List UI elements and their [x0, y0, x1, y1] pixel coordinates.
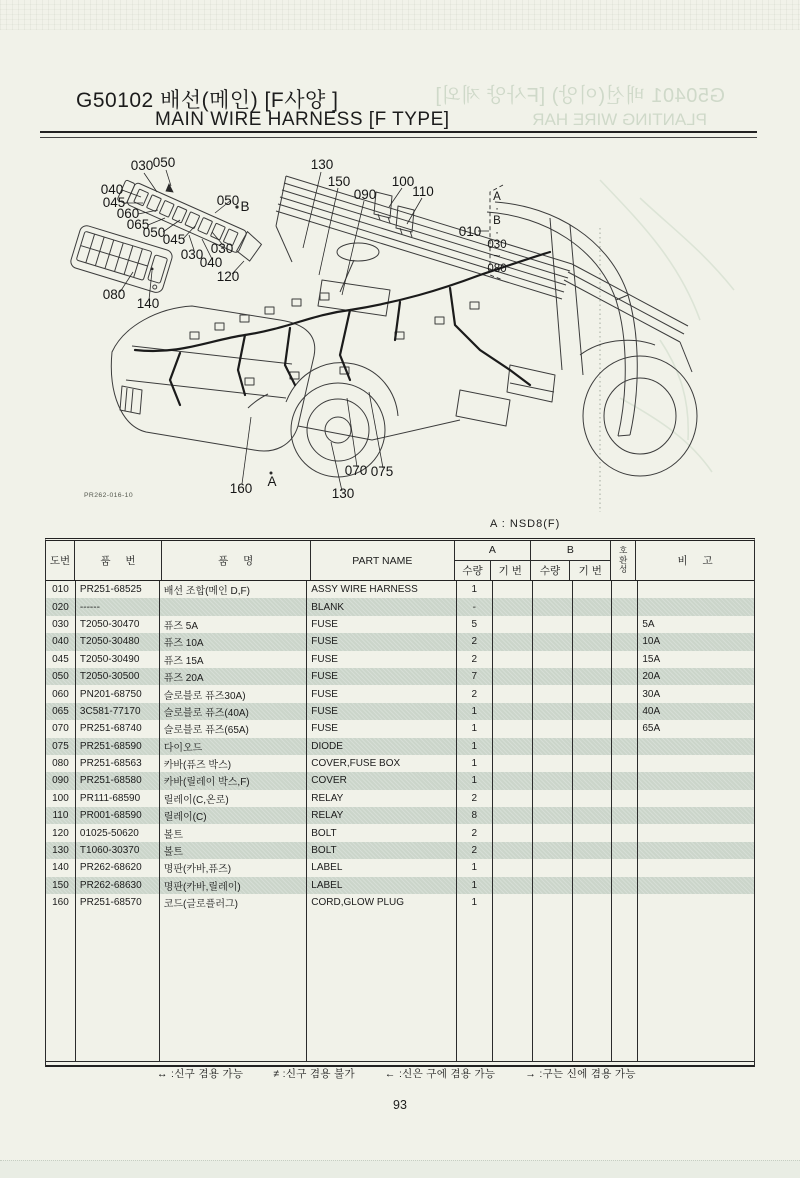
cell-qty-a: 1 — [457, 894, 493, 911]
cell-code-b — [573, 668, 613, 685]
diagram-callout: 070 — [344, 463, 368, 478]
cell-compat — [612, 807, 638, 824]
header-ab-group — [455, 541, 611, 580]
cell-name-kr: 명판(카바,퓨즈) — [160, 859, 308, 876]
exploded-parts-diagram — [40, 140, 760, 515]
cell-fig-no: 110 — [46, 807, 76, 824]
diagram-callout: 160 — [229, 481, 253, 496]
header-part-no: 품 번 — [81, 541, 162, 580]
cell-code-b — [573, 859, 613, 876]
cell-code-b — [573, 894, 613, 911]
cell-part-name: LABEL — [307, 877, 457, 894]
table-row — [46, 720, 754, 737]
cell-code-a — [493, 755, 533, 772]
cell-qty-b — [533, 720, 573, 737]
table-empty-area — [46, 911, 754, 1062]
cell-code-a — [493, 790, 533, 807]
cell-part-no: PR251-68580 — [76, 772, 160, 789]
cell-name-kr: 코드(글로플러그) — [160, 894, 308, 911]
cell-compat — [612, 633, 638, 650]
cell-qty-a: 2 — [457, 824, 493, 841]
cell-part-no: T2050-30500 — [76, 668, 160, 685]
cell-code-b — [573, 877, 613, 894]
cell-remark — [638, 894, 754, 911]
cell-qty-b — [533, 668, 573, 685]
cell-compat — [612, 720, 638, 737]
cell-code-b — [573, 703, 613, 720]
cell-remark — [638, 842, 754, 859]
cell-name-kr: 퓨즈 10A — [160, 633, 308, 650]
diagram-callout: 040 — [199, 255, 223, 270]
cell-code-a — [493, 651, 533, 668]
cell-part-name: RELAY — [307, 807, 457, 824]
cell-name-kr: 볼트 — [160, 842, 308, 859]
diagram-callout: 065 — [126, 217, 150, 232]
cell-qty-b — [533, 824, 573, 841]
diagram-callout: 130 — [310, 157, 334, 172]
header-group-a: A — [455, 541, 531, 560]
cell-code-a — [493, 633, 533, 650]
cell-remark — [638, 790, 754, 807]
scan-edge-band — [0, 1160, 800, 1178]
cell-qty-b — [533, 894, 573, 911]
cell-name-kr: 볼트 — [160, 824, 308, 841]
cell-qty-a: - — [457, 598, 493, 615]
header-qty-b: 수량 — [531, 561, 571, 580]
header-name-kr: 품 명 — [168, 541, 311, 580]
ref-bracket-item: B — [493, 215, 501, 227]
cell-fig-no: 160 — [46, 894, 76, 911]
cell-remark — [638, 824, 754, 841]
legend-item: → :구는 신에 겸용 가능 — [525, 1068, 636, 1080]
cell-code-b — [573, 772, 613, 789]
cell-remark: 15A — [642, 653, 661, 665]
table-row — [46, 633, 754, 650]
page-title-english: MAIN WIRE HARNESS [F TYPE] — [155, 109, 450, 130]
cell-fig-no: 130 — [46, 842, 76, 859]
cell-qty-b — [533, 738, 573, 755]
cell-part-name: COVER — [307, 772, 457, 789]
cell-compat — [612, 685, 638, 702]
cell-remark — [638, 877, 754, 894]
table-row — [46, 859, 754, 876]
cell-part-name: FUSE — [307, 703, 457, 720]
cell-name-kr: 슬로블로 퓨즈30A) — [160, 685, 308, 702]
cell-code-a — [493, 772, 533, 789]
cell-code-a — [493, 685, 533, 702]
scan-noise-band — [0, 0, 800, 30]
cell-part-name: FUSE — [307, 616, 457, 633]
cell-fig-no: 075 — [46, 738, 76, 755]
cell-qty-a: 7 — [457, 668, 493, 685]
cell-fig-no: 090 — [46, 772, 76, 789]
cell-code-b — [573, 633, 613, 650]
cell-name-kr: 퓨즈 20A — [160, 668, 308, 685]
cell-remark — [638, 859, 754, 876]
diagram-callout: 100 — [391, 174, 415, 189]
cell-code-b — [573, 720, 613, 737]
cell-remark — [638, 738, 754, 755]
legend-item: ← :신은 구에 겸용 가능 — [384, 1068, 496, 1080]
parts-table — [45, 538, 755, 1067]
cell-part-no: T1060-30370 — [76, 842, 160, 859]
cell-part-name: FUSE — [307, 685, 457, 702]
cell-compat — [612, 755, 638, 772]
cell-compat — [612, 772, 638, 789]
cell-qty-a: 8 — [457, 807, 493, 824]
cell-qty-b — [533, 581, 573, 598]
callout-leader-lines — [120, 170, 489, 491]
cell-part-name: BOLT — [307, 824, 457, 841]
cell-part-no: PR251-68570 — [76, 894, 160, 911]
cell-fig-no: 010 — [46, 581, 76, 598]
diagram-callout: 080 — [102, 287, 126, 302]
cell-code-a — [493, 842, 533, 859]
header-remark: 비 고 — [677, 555, 719, 567]
cell-name-kr — [160, 598, 308, 615]
cell-qty-b — [533, 877, 573, 894]
cell-remark: 5A — [642, 618, 655, 630]
cell-fig-no: 070 — [46, 720, 76, 737]
cell-part-name: LABEL — [307, 859, 457, 876]
diagram-callout: B — [240, 199, 250, 214]
cell-qty-b — [533, 755, 573, 772]
cell-code-b — [573, 685, 613, 702]
page-title-korean: G50102 배선(메인) [F사양 ] — [76, 89, 339, 112]
legend-item: ≠ :신구 겸용 불가 — [273, 1068, 355, 1080]
ref-bracket-item: 030 — [487, 239, 507, 251]
cell-part-name: FUSE — [307, 651, 457, 668]
cell-code-b — [573, 842, 613, 859]
cell-code-b — [573, 651, 613, 668]
diagram-callout: 090 — [353, 187, 377, 202]
page-number: 93 — [393, 1098, 407, 1112]
table-row — [46, 738, 754, 755]
cell-compat — [612, 616, 638, 633]
cell-qty-b — [533, 685, 573, 702]
table-header — [46, 541, 754, 581]
cell-compat — [612, 842, 638, 859]
cell-compat — [612, 859, 638, 876]
diagram-canvas — [40, 140, 760, 515]
cell-qty-b — [533, 790, 573, 807]
cell-name-kr: 카바(퓨즈 박스) — [160, 755, 308, 772]
cell-code-a — [493, 807, 533, 824]
cell-name-kr: 릴레이(C,온로) — [160, 790, 308, 807]
cell-qty-a: 1 — [457, 703, 493, 720]
cell-part-name: CORD,GLOW PLUG — [307, 894, 457, 911]
table-row — [46, 651, 754, 668]
cell-fig-no: 080 — [46, 755, 76, 772]
cell-part-no: T2050-30490 — [76, 651, 160, 668]
cell-remark — [638, 755, 754, 772]
diagram-callout: 120 — [216, 269, 240, 284]
cell-part-no: PR001-68590 — [76, 807, 160, 824]
cell-part-no: ------ — [76, 598, 160, 615]
diagram-callout: 050 — [142, 225, 166, 240]
header-compat: 호환성 — [611, 541, 636, 580]
cell-name-kr: 명판(카바,릴레이) — [160, 877, 308, 894]
cell-code-a — [493, 738, 533, 755]
cell-compat — [612, 651, 638, 668]
cell-part-no: T2050-30470 — [76, 616, 160, 633]
cell-name-kr: 다이오드 — [160, 738, 308, 755]
diagram-callout: 040 — [100, 182, 124, 197]
cell-code-a — [493, 894, 533, 911]
cell-qty-a: 1 — [457, 859, 493, 876]
header-group-b: B — [566, 544, 574, 557]
cell-part-no: PR251-68590 — [76, 738, 160, 755]
diagram-callout: 010 — [458, 224, 482, 239]
diagram-callout: 140 — [136, 296, 160, 311]
cell-code-a — [493, 668, 533, 685]
cell-part-no: PR262-68630 — [76, 877, 160, 894]
diagram-callout: 130 — [331, 486, 355, 501]
cell-qty-b — [533, 859, 573, 876]
cell-part-name: BLANK — [307, 598, 457, 615]
cell-compat — [612, 894, 638, 911]
cell-qty-a: 2 — [457, 842, 493, 859]
table-row — [46, 685, 754, 702]
cell-qty-b — [533, 772, 573, 789]
cell-name-kr: 슬로블로 퓨즈(65A) — [160, 720, 308, 737]
table-row — [46, 894, 754, 911]
cell-qty-a: 1 — [457, 581, 493, 598]
cell-code-b — [573, 807, 613, 824]
cell-name-kr: 카바(릴레이 박스,F) — [160, 772, 308, 789]
cell-part-name: BOLT — [307, 842, 457, 859]
cell-part-no: PR251-68525 — [76, 581, 160, 598]
cell-remark: 10A — [642, 636, 661, 648]
cell-part-name: ASSY WIRE HARNESS — [307, 581, 457, 598]
ref-bracket-item: · — [495, 227, 499, 239]
cell-qty-b — [533, 807, 573, 824]
cell-code-b — [573, 755, 613, 772]
cell-code-a — [493, 581, 533, 598]
cell-compat — [612, 790, 638, 807]
cell-qty-b — [533, 703, 573, 720]
cell-code-a — [493, 720, 533, 737]
header-code-a: 기 번 — [491, 561, 531, 580]
cell-remark — [638, 598, 754, 615]
drawing-code: PR262-016-10 — [84, 492, 134, 499]
cell-fig-no: 020 — [46, 598, 76, 615]
table-row — [46, 581, 754, 598]
cell-compat — [612, 738, 638, 755]
cell-part-name: FUSE — [307, 633, 457, 650]
bleed-line-1: G50401 배선(이앙) [F사양 제외] — [434, 85, 725, 107]
cell-remark: 40A — [642, 705, 661, 717]
table-row — [46, 703, 754, 720]
legend-item: ↔ :신구 겸용 가능 — [157, 1068, 244, 1080]
cell-qty-a: 1 — [457, 772, 493, 789]
table-row — [46, 824, 754, 841]
cell-qty-a: 1 — [457, 720, 493, 737]
table-row — [46, 755, 754, 772]
cell-name-kr: 퓨즈 5A — [160, 616, 308, 633]
cell-fig-no: 045 — [46, 651, 76, 668]
cell-name-kr: 퓨즈 15A — [160, 651, 308, 668]
diagram-callout: 110 — [412, 184, 434, 199]
ref-bracket-item: 080 — [487, 263, 507, 275]
cell-qty-a: 1 — [457, 738, 493, 755]
table-row — [46, 790, 754, 807]
cell-qty-a: 5 — [457, 616, 493, 633]
cell-part-no: PR251-68740 — [76, 720, 160, 737]
cell-code-a — [493, 824, 533, 841]
diagram-callout: 150 — [327, 174, 351, 189]
table-row — [46, 668, 754, 685]
cell-code-a — [493, 703, 533, 720]
compatibility-legend — [45, 1066, 755, 1081]
diagram-callout: 050 — [152, 155, 176, 170]
cell-part-no: 3C581-77170 — [76, 703, 160, 720]
cell-fig-no: 140 — [46, 859, 76, 876]
diagram-callout: 030 — [180, 247, 204, 262]
table-row — [46, 877, 754, 894]
diagram-callout: 060 — [116, 206, 140, 221]
cell-qty-b — [533, 651, 573, 668]
cell-qty-b — [533, 598, 573, 615]
diagram-callout: A — [267, 474, 277, 489]
cell-compat — [612, 668, 638, 685]
table-row — [46, 842, 754, 859]
cell-code-b — [573, 616, 613, 633]
cell-fig-no: 150 — [46, 877, 76, 894]
cell-part-name: FUSE — [307, 720, 457, 737]
cell-remark — [638, 772, 754, 789]
cell-part-name: FUSE — [307, 668, 457, 685]
cell-qty-a: 2 — [457, 633, 493, 650]
cell-compat — [612, 703, 638, 720]
cell-fig-no: 065 — [46, 703, 76, 720]
cell-remark: 65A — [642, 723, 661, 735]
header-fig-no: 도번 — [46, 541, 75, 580]
cell-fig-no: 120 — [46, 824, 76, 841]
cell-qty-a: 1 — [457, 755, 493, 772]
diagram-callout: 030 — [130, 158, 154, 173]
cell-fig-no: 050 — [46, 668, 76, 685]
bleed-line-2: PLANTING WIRE HAR — [532, 110, 707, 129]
cell-remark: 30A — [642, 688, 661, 700]
cell-qty-a: 1 — [457, 877, 493, 894]
cell-code-a — [493, 598, 533, 615]
table-body — [46, 581, 754, 911]
cell-qty-b — [533, 842, 573, 859]
cell-name-kr: 배선 조합(메인 D,F) — [160, 581, 308, 598]
ref-bracket-items — [487, 191, 506, 275]
cell-name-kr: 릴레이(C) — [160, 807, 308, 824]
cell-fig-no: 030 — [46, 616, 76, 633]
cell-remark — [638, 807, 754, 824]
table-row — [46, 598, 754, 615]
ref-bracket-item: · — [495, 203, 499, 215]
cell-code-b — [573, 790, 613, 807]
cell-part-no: PN201-68750 — [76, 685, 160, 702]
cell-compat — [612, 877, 638, 894]
cell-part-no: T2050-30480 — [76, 633, 160, 650]
table-row — [46, 772, 754, 789]
cell-part-name: COVER,FUSE BOX — [307, 755, 457, 772]
cell-part-no: 01025-50620 — [76, 824, 160, 841]
cell-part-no: PR111-68590 — [76, 790, 160, 807]
header-part-name: PART NAME — [311, 541, 456, 580]
cell-qty-a: 2 — [457, 685, 493, 702]
diagram-callout: 045 — [102, 195, 126, 210]
cell-remark — [638, 581, 754, 598]
ref-bracket-item: ~ — [493, 251, 501, 263]
cell-code-a — [493, 877, 533, 894]
cell-compat — [612, 824, 638, 841]
header-qty-a: 수량 — [455, 561, 491, 580]
cell-code-b — [573, 738, 613, 755]
table-row — [46, 807, 754, 824]
cell-code-a — [493, 616, 533, 633]
diagram-callout: 075 — [370, 464, 394, 479]
diagram-callout: 050 — [216, 193, 240, 208]
cell-qty-a: 2 — [457, 651, 493, 668]
cell-part-no: PR251-68563 — [76, 755, 160, 772]
cell-qty-b — [533, 616, 573, 633]
diagram-callout: 030 — [210, 241, 234, 256]
cell-qty-a: 2 — [457, 790, 493, 807]
tractor-sketch — [111, 176, 697, 477]
title-underline — [40, 131, 757, 138]
cell-code-b — [573, 598, 613, 615]
cell-part-name: DIODE — [307, 738, 457, 755]
cell-remark: 20A — [642, 671, 661, 683]
table-row — [46, 616, 754, 633]
diagram-callout: 045 — [162, 232, 186, 247]
table-caption: A : NSD8(F) — [490, 518, 561, 530]
cell-fig-no: 060 — [46, 685, 76, 702]
cell-qty-b — [533, 633, 573, 650]
header-code-b: 기 번 — [578, 564, 602, 577]
cell-code-b — [573, 581, 613, 598]
cell-compat — [612, 598, 638, 615]
cell-fig-no: 040 — [46, 633, 76, 650]
cell-code-b — [573, 824, 613, 841]
cell-part-name: RELAY — [307, 790, 457, 807]
cell-fig-no: 100 — [46, 790, 76, 807]
cell-code-a — [493, 859, 533, 876]
cell-part-no: PR262-68620 — [76, 859, 160, 876]
ref-bracket-item: A — [493, 191, 501, 203]
cell-name-kr: 슬로블로 퓨즈(40A) — [160, 703, 308, 720]
cell-compat — [612, 581, 638, 598]
